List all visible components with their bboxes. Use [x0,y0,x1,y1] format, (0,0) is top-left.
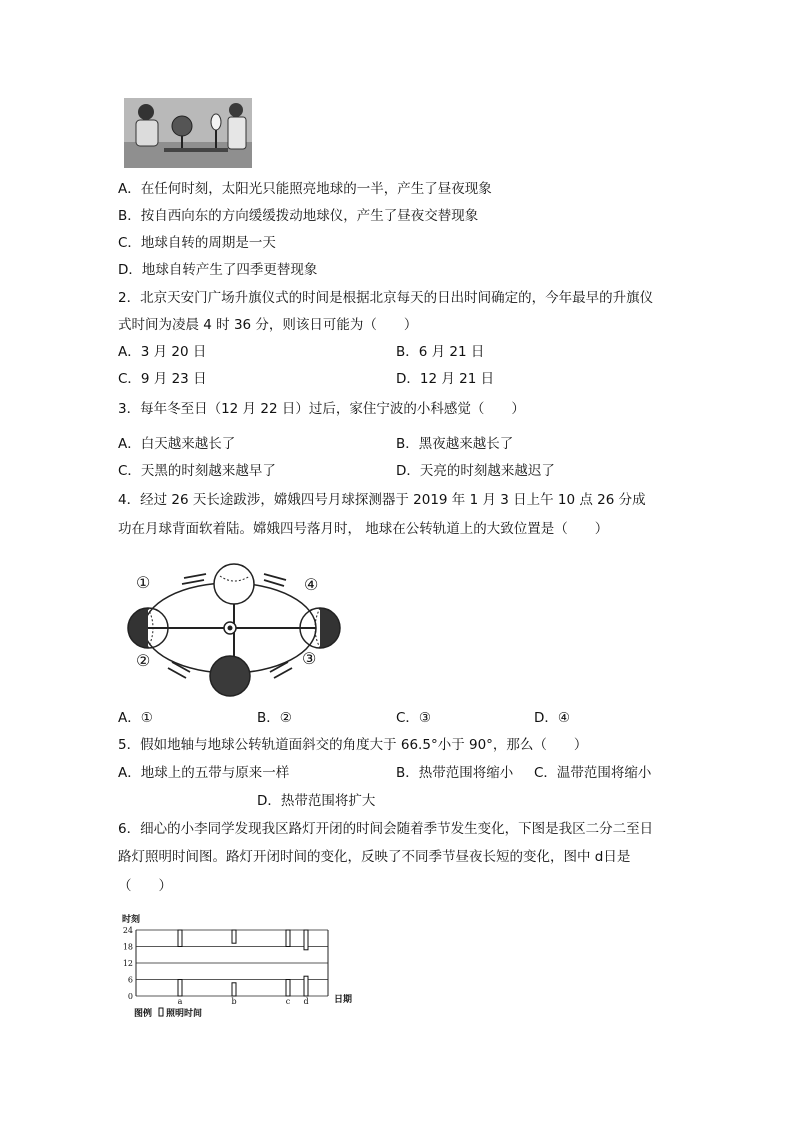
label-1: ① [136,573,151,592]
q2-option-b: B．6 月 21 日 [396,344,485,360]
q4-option-c: C．③ [396,710,432,726]
q1-option-d: D．地球自转产生了四季更替现象 [118,262,318,278]
sun-icon [224,622,236,634]
earth-position-top [214,564,254,604]
q4-stem-line2: 功在月球背面软着陆。嫦娥四号落月时， 地球在公转轨道上的大致位置是（ ） [118,521,609,537]
q5-option-a: A．地球上的五带与原来一样 [118,765,290,781]
morning-lighting-bar [304,976,308,996]
y-tick-label: 6 [127,975,133,985]
morning-lighting-bar [286,980,290,997]
x-tick-label: b [231,997,237,1006]
q5-option-b: B．热带范围将缩小 [396,765,514,781]
q3-stem: 3．每年冬至日（12 月 22 日）过后，家住宁波的小科感觉（ ） [118,401,525,417]
label-3: ③ [302,649,317,668]
q3-option-d: D．天亮的时刻越来越迟了 [396,463,555,479]
q4-stem-line1: 4．经过 26 天长途跋涉，嫦娥四号月球探测器于 2019 年 1 月 3 日上午 10 点 26 分成 [118,492,646,508]
x-tick-label: d [303,997,309,1006]
q2-stem-line2: 式时间为凌晨 4 时 36 分，则该日可能为（ ） [118,317,418,333]
q1-option-c: C．地球自转的周期是一天 [118,235,276,251]
q1-option-a: A．在任何时刻，太阳光只能照亮地球的一半，产生了昼夜现象 [118,181,492,197]
x-tick-label: a [177,997,183,1006]
q6-stem-line1: 6．细心的小李同学发现我区路灯开闭的时间会随着季节发生变化，下图是我区二分二至日 [118,821,654,837]
evening-lighting-bar [232,930,236,943]
morning-lighting-bar [232,983,236,996]
q3-option-b: B．黑夜越来越长了 [396,436,514,452]
label-2: ② [136,651,151,670]
earth-orbit-diagram [124,560,344,702]
q2-option-a: A．3 月 20 日 [118,344,207,360]
evening-lighting-bar [178,930,182,947]
legend-item: 照明时间 [166,1009,203,1019]
y-tick-label: 12 [122,959,133,968]
q2-option-c: C．9 月 23 日 [118,371,207,387]
q1-option-b: B．按自西向东的方向缓缓拨动地球仪，产生了昼夜交替现象 [118,208,479,224]
globe-experiment-illustration [124,98,252,168]
q4-option-b: B．② [257,710,292,726]
y-axis-label: 时刻 [122,915,141,925]
q6-stem-line2: 路灯照明时间图。路灯开闭时间的变化，反映了不同季节昼夜长短的变化，图中 d日是 [118,849,631,865]
q5-option-c: C．温带范围将缩小 [534,765,652,781]
q5-option-d: D．热带范围将扩大 [257,793,376,809]
q4-option-d: D．④ [534,710,570,726]
q5-stem: 5．假如地轴与地球公转轨道面斜交的角度大于 66.5°小于 90°，那么（ ） [118,737,588,753]
legend-swatch [159,1008,163,1016]
x-axis-label: 日期 [334,995,353,1005]
label-4: ④ [304,575,319,594]
q2-option-d: D．12 月 21 日 [396,371,495,387]
y-tick-label: 0 [127,992,133,1001]
morning-lighting-bar [178,980,182,997]
evening-lighting-bar [286,930,290,947]
legend-label: 图例 [134,1009,153,1019]
q3-option-a: A．白天越来越长了 [118,436,236,452]
evening-lighting-bar [304,930,308,950]
q4-option-a: A．① [118,710,153,726]
y-tick-label: 24 [122,926,133,935]
q6-stem-line3: （ ） [118,878,172,894]
q3-option-c: C．天黑的时刻越来越早了 [118,463,276,479]
q2-stem-line1: 2．北京天安门广场升旗仪式的时间是根据北京每天的日出时间确定的，今年最早的升旗仪 [118,290,654,306]
x-tick-label: c [285,997,291,1006]
street-lamp-chart [118,910,368,1020]
earth-position-bottom [210,656,250,696]
y-tick-label: 18 [122,942,133,952]
